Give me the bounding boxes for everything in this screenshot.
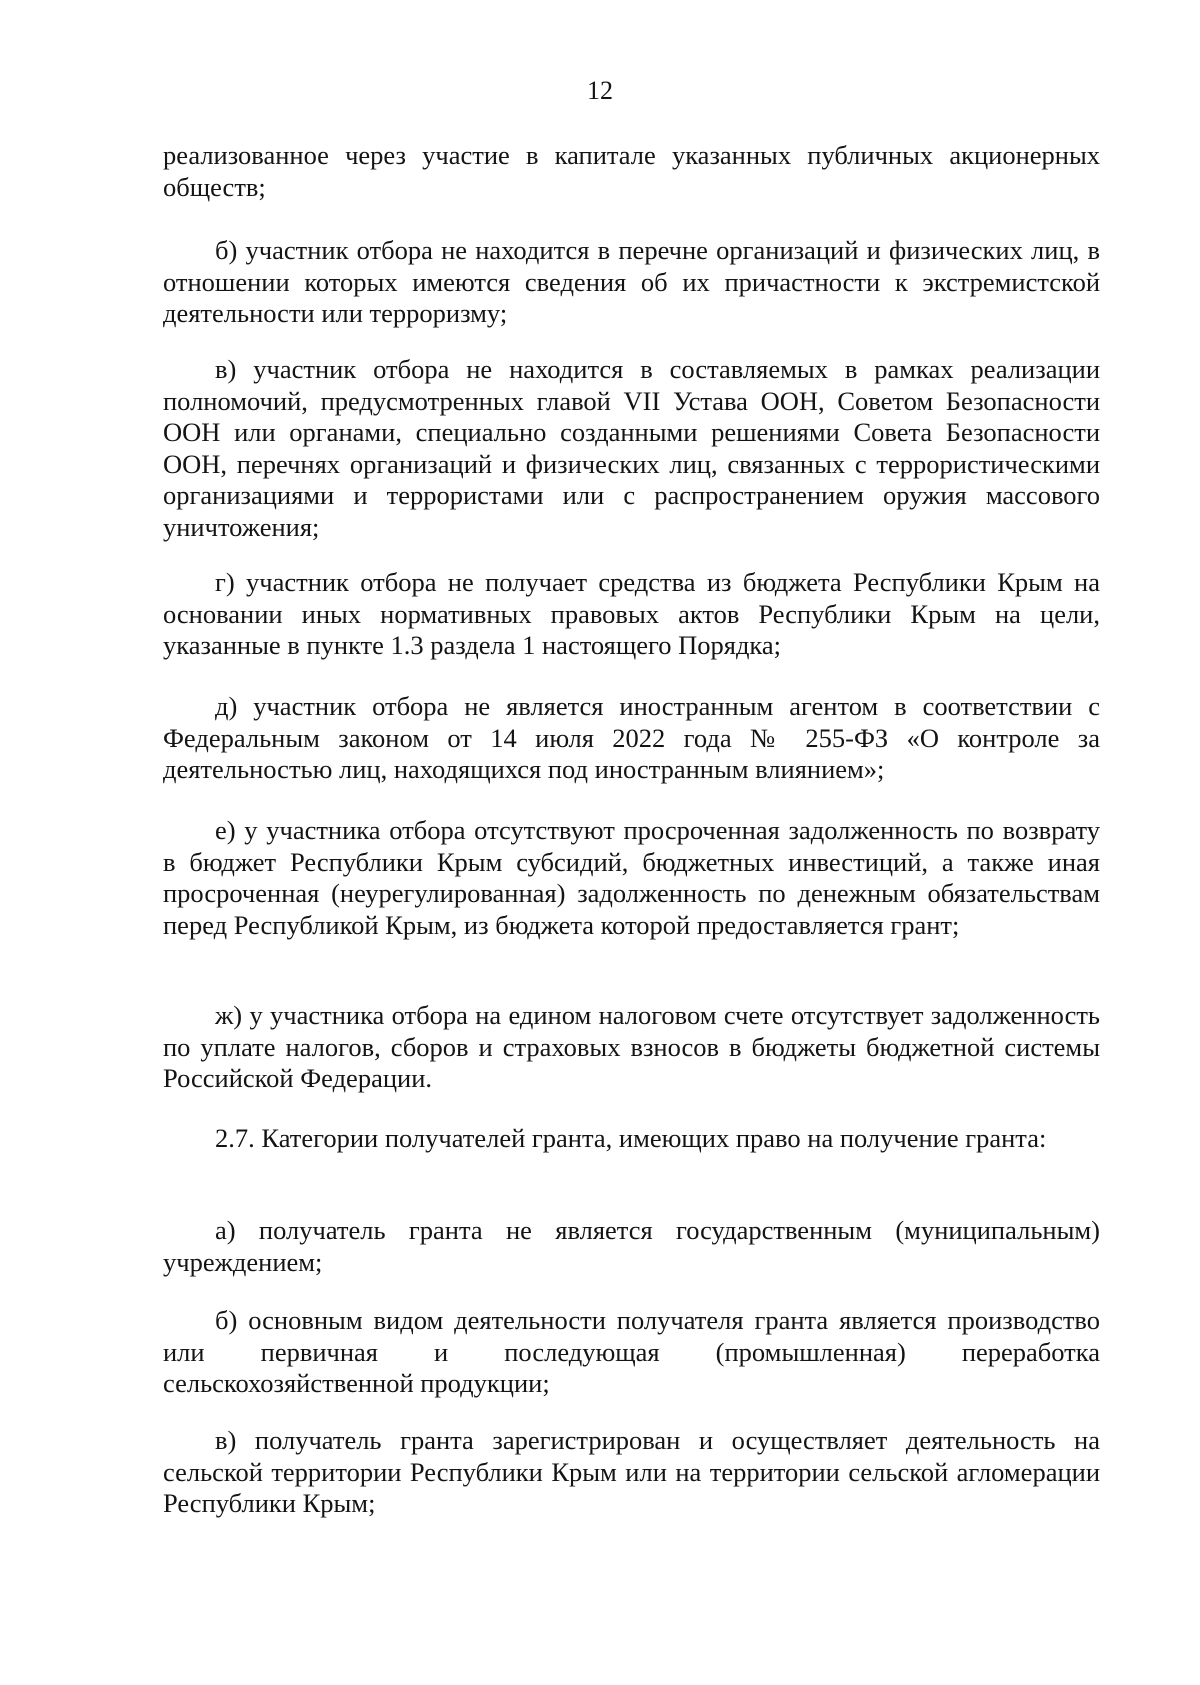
paragraph-item-d: д) участник отбора не является иностранным агентом в соответствии с Федеральным законом от 14 июля 2022 года № 255-ФЗ «О контроле за деятельностью лиц, находящихся под иностранным влиянием»; [163,691,1100,784]
paragraph-continuation: реализованное через участие в капитале указанных публичных акционерных обществ; [163,140,1100,202]
paragraph-item-v-2: в) получатель гранта зарегистрирован и осуществляет деятельность на сельской территории Республики Крым или на территории сельской агломерации Республики Крым; [163,1425,1100,1518]
paragraph-item-v: в) участник отбора не находится в составляемых в рамках реализации полномочий, предусмотренных главой VII Устава ООН, Советом Безопасности ООН или органами, специально созданными решениями Совета Безопасности ООН, перечнях организаций и физических лиц, связанных с террористическими организациями и террористами или с распространением оружия массового уничтожения; [163,354,1100,542]
paragraph-item-b: б) участник отбора не находится в перечне организаций и физических лиц, в отношении которых имеются сведения об их причастности к экстремистской деятельности или терроризму; [163,235,1100,328]
paragraph-section-2-7: 2.7. Категории получателей гранта, имеющих право на получение гранта: [215,1123,1047,1153]
paragraph-item-b-2: б) основным видом деятельности получателя гранта является производство или первичная и последующая (промышленная) переработка сельскохозяйственной продукции; [163,1305,1100,1398]
paragraph-item-e: е) у участника отбора отсутствуют просроченная задолженность по возврату в бюджет Республики Крым субсидий, бюджетных инвестиций, а также иная просроченная (неурегулированная) задолженность по денежным обязательствам перед Республикой Крым, из бюджета которой предоставляется грант; [163,815,1100,940]
paragraph-item-zh: ж) у участника отбора на едином налоговом счете отсутствует задолженность по уплате налогов, сборов и страховых взносов в бюджеты бюджетной системы Российской Федерации. [163,1000,1100,1093]
paragraph-item-a: а) получатель гранта не является государственным (муниципальным) учреждением; [163,1215,1100,1277]
page-number: 12 [587,76,613,105]
paragraph-item-g: г) участник отбора не получает средства из бюджета Республики Крым на основании иных нормативных правовых актов Республики Крым на цели, указанные в пункте 1.3 раздела 1 настоящего Порядка; [163,567,1100,660]
